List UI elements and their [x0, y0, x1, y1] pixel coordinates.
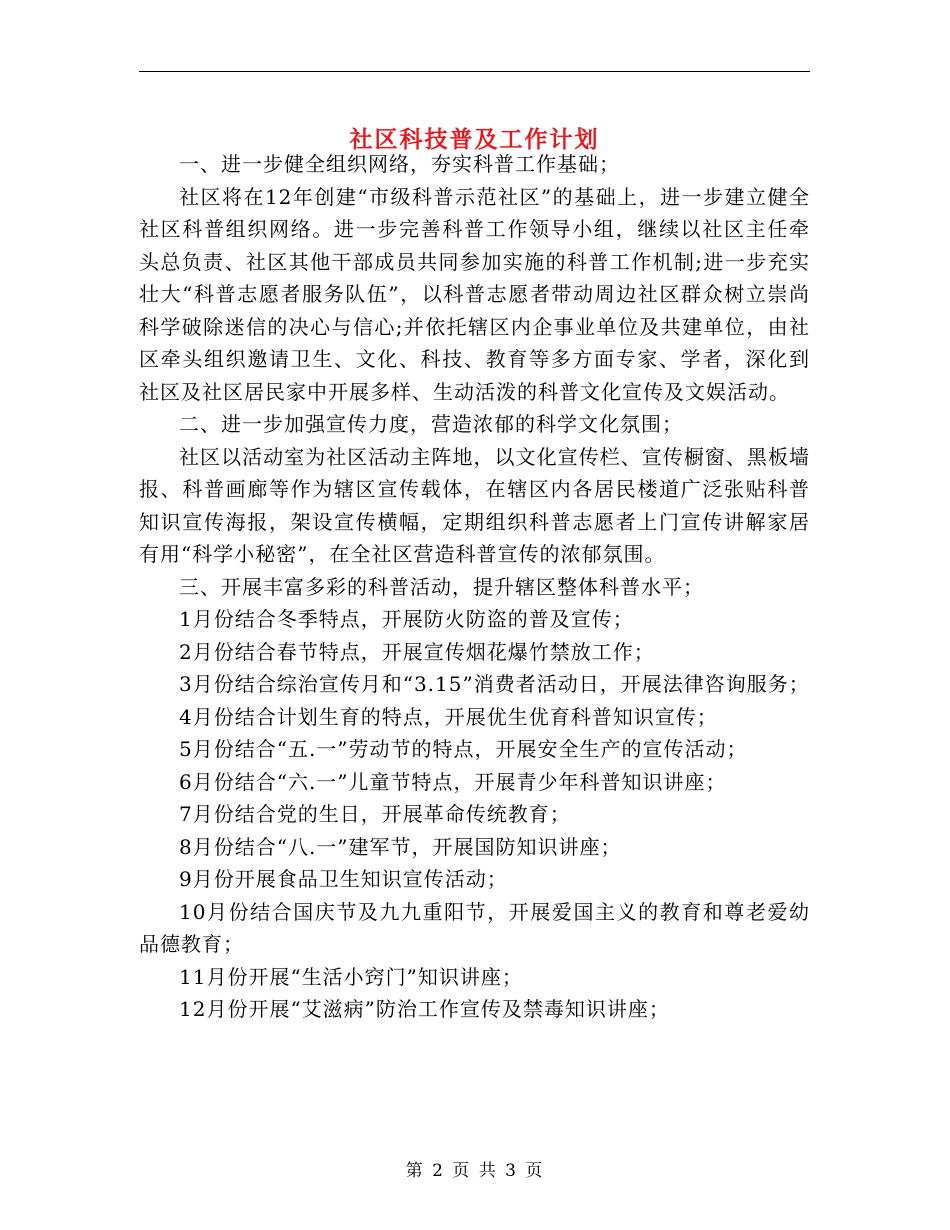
paragraph: 三、开展丰富多彩的科普活动，提升辖区整体科普水平； — [179, 574, 704, 599]
paragraph: 社区以活动室为社区活动主阵地，以文化宣传栏、宣传橱窗、黑板墙报、科普画廊等作为辖区宣传载体，在辖区内各居民楼道广泛张贴科普知识宣传海报，架设宣传横幅，定期组织科普志愿者上门宣传讲解家居有用“科学小秘密”，在全社区营造科普宣传的浓郁氛围。 — [139, 444, 810, 566]
paragraph: 2月份结合春节特点，开展宣传烟花爆竹禁放工作； — [179, 639, 655, 664]
paragraph: 6月份结合“六.一”儿童节特点，开展青少年科普知识讲座； — [179, 769, 727, 794]
document-body — [139, 148, 810, 1026]
paragraph: 二、进一步加强宣传力度，营造浓郁的科学文化氛围； — [179, 412, 683, 436]
paragraph: 10月份结合国庆节及九九重阳节，开展爱国主义的教育和尊老爱幼品德教育； — [139, 899, 810, 956]
paragraph: 9月份开展食品卫生知识宣传活动； — [179, 867, 508, 891]
document-title: 社区科技普及工作计划 — [349, 126, 600, 154]
paragraph: 5月份结合“五.一”劳动节的特点，开展安全生产的宣传活动； — [179, 737, 748, 761]
paragraph: 1月份结合冬季特点，开展防火防盗的普及宣传； — [179, 607, 634, 631]
paragraph: 4月份结合计划生育的特点，开展优生优育科普知识宣传； — [179, 704, 718, 729]
paragraph: 7月份结合党的生日，开展革命传统教育； — [179, 802, 571, 826]
paragraph: 社区将在12年创建“市级科普示范社区”的基础上，进一步建立健全社区科普组织网络。进一步完善科普工作领导小组，继续以社区主任牵头总负责、社区其他干部成员共同参加实施的科普工作机制;进一步充实壮大“科普志愿者服务队伍”，以科普志愿者带动周边社区群众树立崇尚科学破除迷信的决心与信心;并依托辖区内企事业单位及共建单位，由社区牵头组织邀请卫生、文化、科技、教育等多方面专家、学者，深化到社区及社区居民家中开展多样、生动活泼的科普文化宣传及文娱活动。 — [139, 184, 810, 404]
paragraph: 12月份开展“艾滋病”防治工作宣传及禁毒知识讲座； — [179, 997, 670, 1021]
page-footer: 第 2 页 共 3 页 — [405, 1161, 545, 1181]
paragraph: 8月份结合“八.一”建军节，开展国防知识讲座； — [179, 834, 622, 859]
paragraph: 3月份结合综治宣传月和“3.15”消费者活动日，开展法律咨询服务； — [179, 672, 810, 696]
paragraph: 11月份开展“生活小窍门”知识讲座； — [179, 964, 523, 989]
paragraph: 一、进一步健全组织网络，夯实科普工作基础； — [179, 152, 620, 176]
header-rule — [139, 71, 810, 72]
